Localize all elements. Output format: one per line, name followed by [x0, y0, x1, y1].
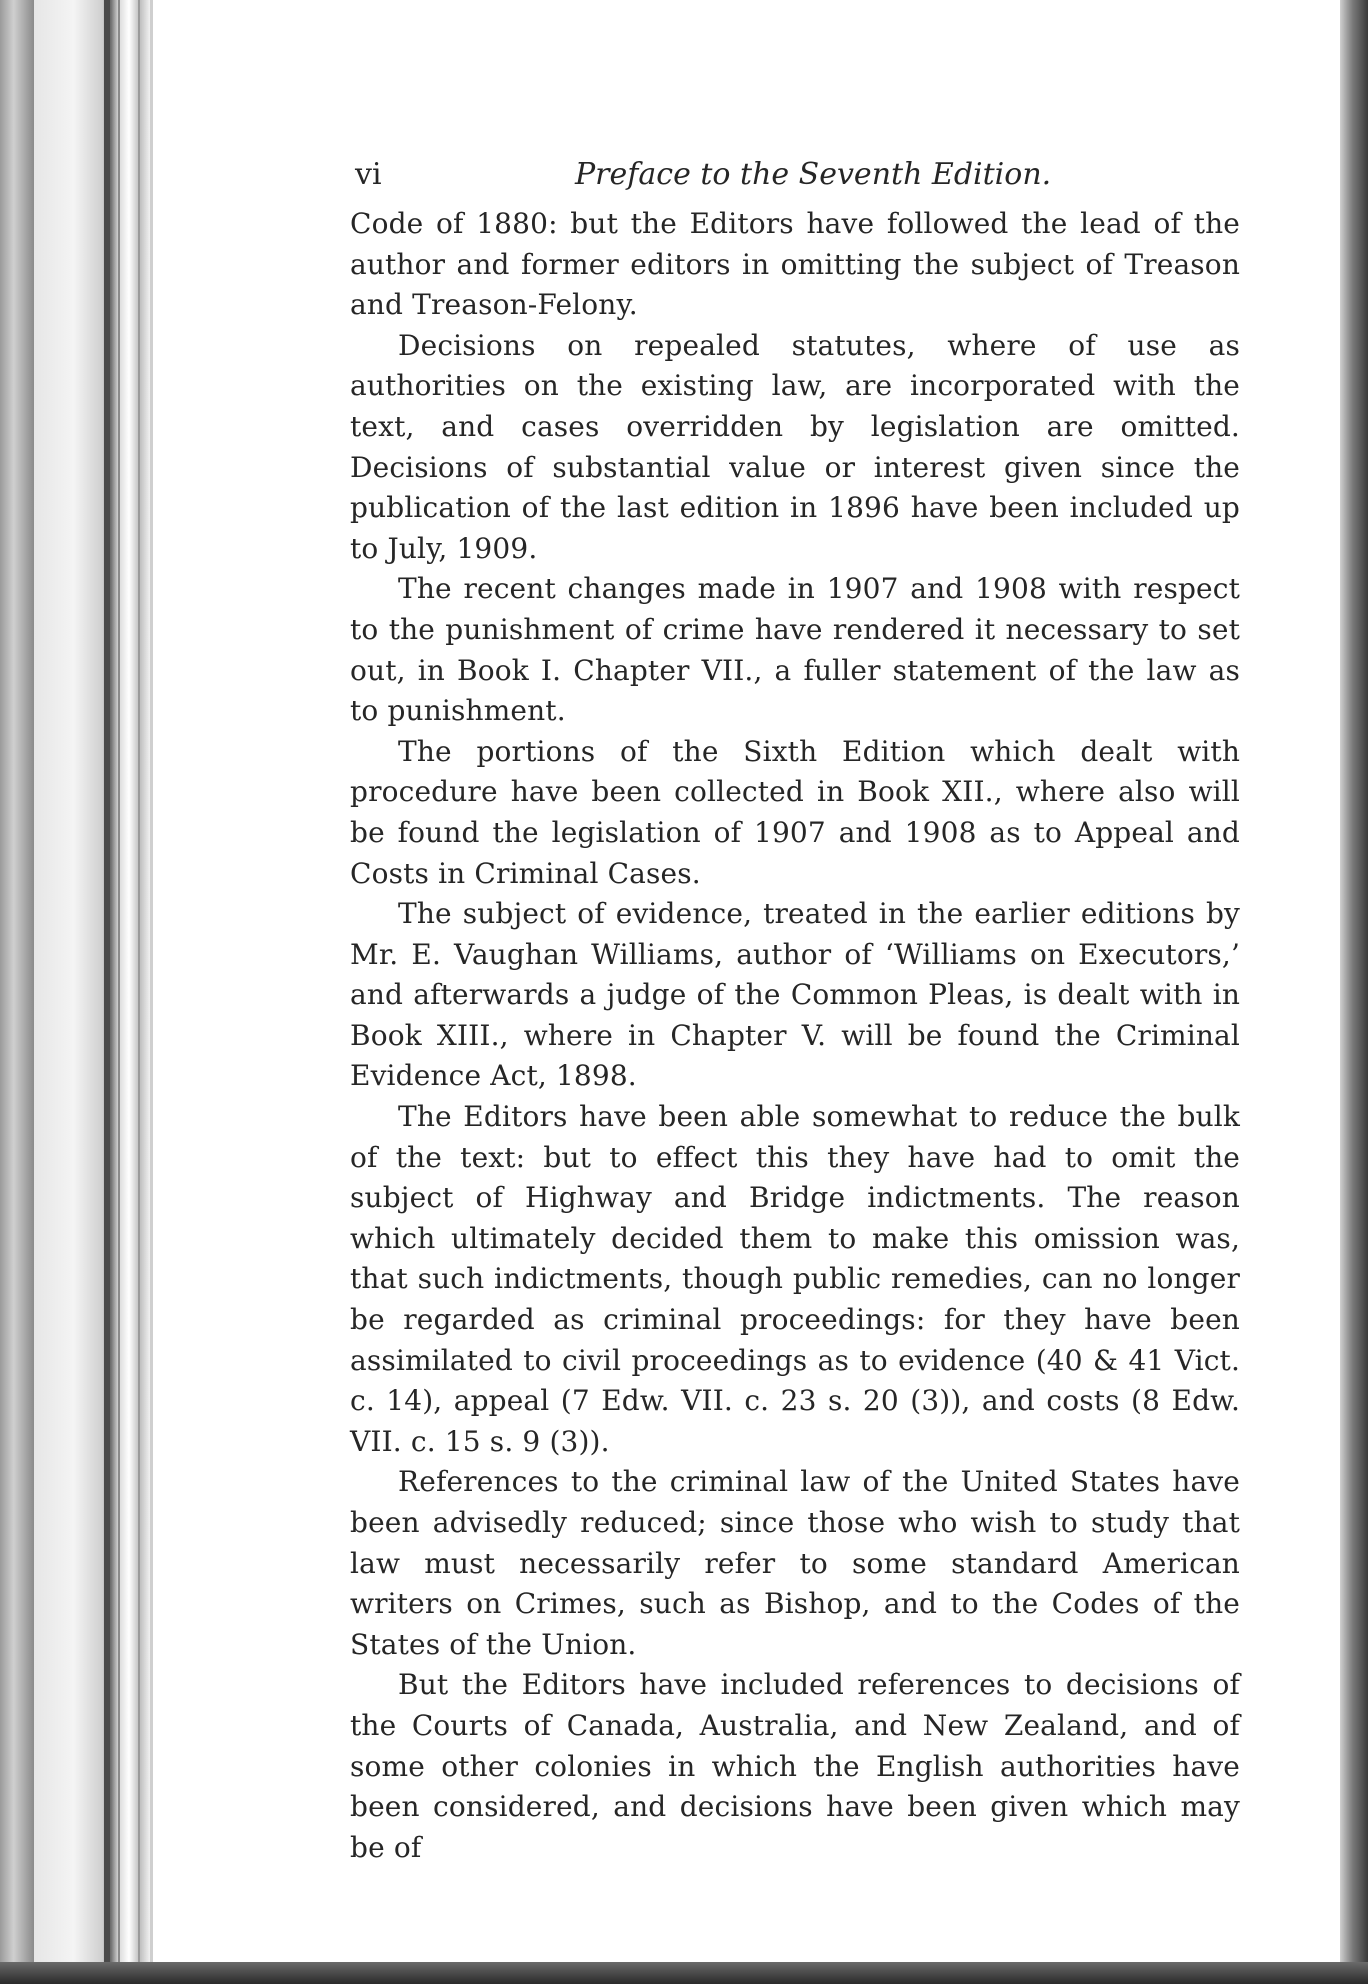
gutter-shadow-line — [104, 0, 110, 1984]
paragraph-continued: Code of 1880: but the Editors have followed the lead of the author and former editors in omitting the subject of Treason and Treason-Felony. — [350, 207, 1240, 322]
paragraph: But the Editors have included references to decisions of the Courts of Canada, Australia, and New Zealand, and of some other colonies in which the English authorities have been considered, and decisions have been given which may be of — [350, 1668, 1240, 1864]
book-left-edge — [0, 0, 34, 1984]
page-text-block — [350, 152, 1240, 1868]
paragraph: The recent changes made in 1907 and 1908 with respect to the punishment of crime have rendered it necessary to set out, in Book I. Chapter VII., a fuller statement of the law as to punishment. — [350, 572, 1240, 728]
running-head-title: Preface to the Seventh Edition. — [575, 157, 1052, 192]
paragraph: Decisions on repealed statutes, where of use as authorities on the existing law, are incorporated with the text, and cases overridden by legislation are omitted. Decisions of substantial value or interest given since the publication of the last edition in 1896 have been included up to July, 1909. — [350, 328, 1240, 565]
paragraph: The subject of evidence, treated in the earlier editions by Mr. E. Vaughan Williams, author of ‘Williams on Executors,’ and afterwards a judge of the Common Pleas, is dealt with in Book XIII., where in Chapter V. will be found the Criminal Evidence Act, 1898. — [350, 897, 1240, 1093]
book-spine-gutter — [34, 0, 166, 1984]
gutter-fold-line — [138, 0, 140, 1984]
page-number: vi — [355, 157, 382, 192]
paragraph: References to the criminal law of the United States have been advisedly reduced; since those who wish to study that law must necessarily refer to some standard American writers on Crimes, such as Bishop, and to the Codes of the States of the Union. — [350, 1465, 1240, 1661]
running-head — [350, 152, 1240, 198]
paragraph: The Editors have been able somewhat to reduce the bulk of the text: but to effect this they have had to omit the subject of Highway and Bridge indictments. The reason which ultimately decided them to make this omission was, that such indictments, though public remedies, can no longer be regarded as criminal proceedings: for they have been assimilated to civil proceedings as to evidence (40 & 41 Vict. c. 14), appeal (7 Edw. VII. c. 23 s. 20 (3)), and costs (8 Edw. VII. c. 15 s. 9 (3)). — [350, 1100, 1240, 1458]
gutter-fold-line — [118, 0, 120, 1984]
book-bottom-edge — [0, 1962, 1368, 1984]
paragraph: The portions of the Sixth Edition which dealt with procedure have been collected in Book XII., where also will be found the legislation of 1907 and 1908 as to Appeal and Costs in Criminal Cases. — [350, 734, 1240, 890]
book-right-edge — [1340, 0, 1368, 1984]
